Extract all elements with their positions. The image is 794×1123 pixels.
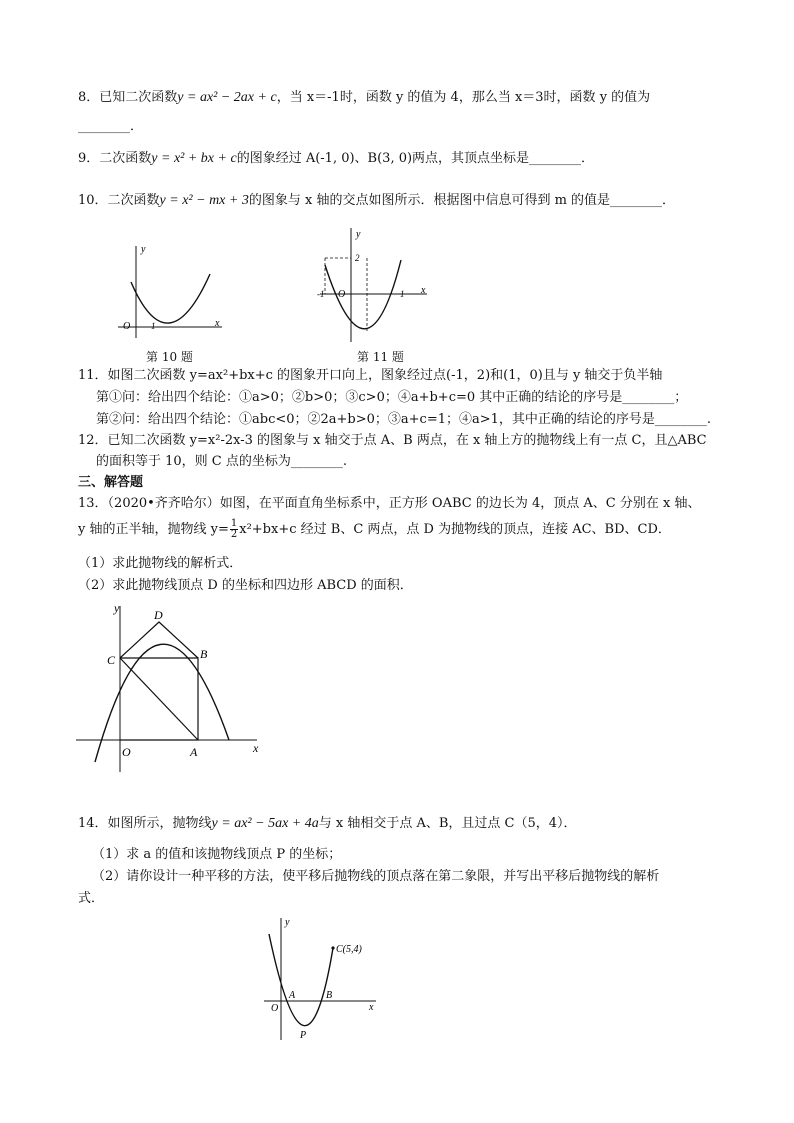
q9-formula: y = x² + bx + c <box>151 151 237 166</box>
fig13-y-label: y <box>114 601 120 615</box>
q13-frac-den: 2 <box>230 529 238 540</box>
fig14-point-c: C(5,4) <box>336 944 362 955</box>
q12-line-1: 12．已知二次函数 y=x²-2x-3 的图象与 x 轴交于点 A、B 两点，在 x 轴上方的抛物线上有一点 C，且△ABC <box>78 433 707 448</box>
fig10-caption: 第 10 题 <box>146 350 193 364</box>
fig13-point-d: D <box>154 608 163 622</box>
fig14-parabola <box>269 934 333 1026</box>
fig13-parabola <box>95 644 229 762</box>
q9-line <box>78 150 594 168</box>
fig11-y-label: y <box>356 229 361 240</box>
figure-13 <box>72 600 272 780</box>
fig11-origin: O <box>338 289 346 300</box>
fig14-point-a: A <box>289 990 296 1001</box>
q12-line-2: 的面积等于 10，则 C 点的坐标为________. <box>96 454 348 469</box>
fig10-parabola <box>131 274 210 323</box>
fig14-x-label: x <box>369 1002 374 1013</box>
fig10-y-label: y <box>141 244 146 255</box>
q8-text-b: ，当 x＝-1时，函数 y 的值为 4，那么当 x＝3时，函数 y 的值为 <box>276 90 651 105</box>
q8-formula: y = ax² − 2ax + c <box>177 90 277 105</box>
q13-fraction <box>230 519 238 540</box>
q10-formula: y = x² − mx + 3 <box>159 193 249 208</box>
q10-text-a: 10．二次函数 <box>78 193 160 208</box>
q11-line-1: 11．如图二次函数 y=ax²+bx+c 的图象开口向上，图象经过点(-1，2)和(1，0)且与 y 轴交于负半轴 <box>78 368 663 383</box>
q14-part-1: （1）求 a 的值和该抛物线顶点 P 的坐标； <box>92 847 342 862</box>
fig10-x-label: x <box>215 318 220 329</box>
fig11-x-label: x <box>421 285 426 296</box>
q11-line-2: 第①问：给出四个结论：①a>0；②b>0；③c>0；④a+b+c=0 其中正确的结论的序号是________； <box>96 390 688 405</box>
q13-line-1: 13．（2020•齐齐哈尔）如图，在平面直角坐标系中，正方形 OABC 的边长为 4，顶点 A、C 分别在 x 轴、 <box>78 496 701 511</box>
fig13-point-b: B <box>200 647 208 661</box>
fig14-point-c-dot <box>331 946 334 949</box>
q13-text-b: x²+bx+c 经过 B、C 两点，点 D 为抛物线的顶点，连接 AC、BD、CD． <box>239 522 671 537</box>
fig14-point-b: B <box>326 990 333 1001</box>
q13-frac-num: 1 <box>230 518 238 529</box>
q10-line <box>78 192 675 210</box>
q14-line <box>78 815 577 833</box>
fig14-origin: O <box>271 1003 279 1014</box>
fig13-point-c: C <box>107 653 116 667</box>
q14-formula: y = ax² − 5ax + 4a <box>211 816 319 831</box>
fig11-two: 2 <box>355 253 360 263</box>
fig14-y-label: y <box>285 917 290 928</box>
q13-line-2 <box>78 519 671 540</box>
q8-blank: ________． <box>78 119 144 134</box>
q10-text-b: 的图象与 x 轴的交点如图所示．根据图中信息可得到 m 的值是________． <box>248 193 676 208</box>
q9-text-a: 9．二次函数 <box>78 151 152 166</box>
figure-14 <box>258 912 388 1047</box>
fig10-origin: O <box>123 321 131 332</box>
fig14-vertex-p: P <box>300 1030 307 1041</box>
q9-text-b: 的图象经过 A(-1, 0)、B(3, 0)两点，其顶点坐标是________． <box>236 151 595 166</box>
fig11-neg-one: -1 <box>317 289 325 299</box>
section-3-heading: 三、解答题 <box>78 475 144 490</box>
q13-part-1: （1）求此抛物线的解析式． <box>78 556 243 571</box>
fig13-point-a: A <box>190 745 198 759</box>
fig13-origin: O <box>122 745 131 759</box>
q14-text-a: 14．如图所示，抛物线 <box>78 816 212 831</box>
q8-text-a: 8．已知二次函数 <box>78 90 178 105</box>
fig13-x-label: x <box>253 741 259 755</box>
q14-text-b: 与 x 轴相交于点 A、B，且过点 C（5，4）． <box>318 816 577 831</box>
fig10-one: 1 <box>151 321 156 331</box>
q14-part-2: （2）请你设计一种平移的方法，使平移后抛物线的顶点落在第二象限，并写出平移后抛物线的解析 <box>92 869 660 884</box>
fig11-one: 1 <box>400 289 405 299</box>
figure-10 <box>110 240 230 340</box>
fig13-lines-cd-db <box>120 622 198 658</box>
fig11-caption: 第 11 题 <box>357 350 404 364</box>
q8-line <box>78 89 650 107</box>
fig13-line-ac <box>120 658 198 740</box>
q13-part-2: （2）求此抛物线顶点 D 的坐标和四边形 ABCD 的面积． <box>78 578 413 593</box>
q13-text-a: y 轴的正半轴，抛物线 y= <box>78 522 229 537</box>
q11-line-3: 第②问：给出四个结论：①abc<0；②2a+b>0；③a+c=1；④a>1，其中正确的结论的序号是________. <box>96 412 712 427</box>
figure-11 <box>315 225 435 345</box>
q14-part-2-cont: 式． <box>78 891 105 906</box>
